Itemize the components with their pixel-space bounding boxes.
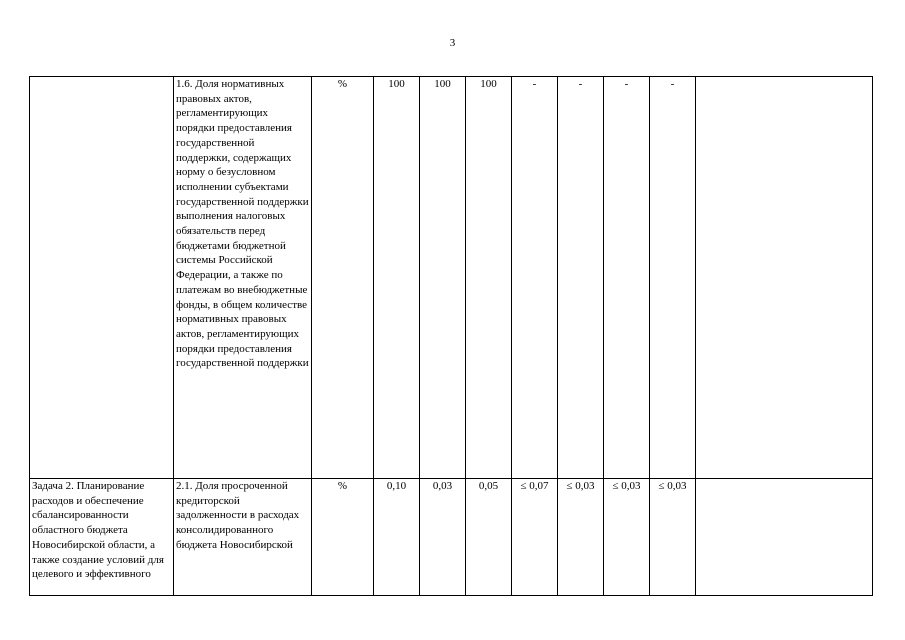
unit-cell: % bbox=[312, 77, 374, 479]
value-cell: 0,03 bbox=[420, 479, 466, 596]
task-cell bbox=[30, 77, 174, 479]
value-cell: - bbox=[604, 77, 650, 479]
page-number: 3 bbox=[449, 37, 456, 49]
indicator-cell: 2.1. Доля просроченной кредиторской задолженности в расходах консолидированного бюджета Новосибирской bbox=[174, 479, 312, 596]
value-cell: - bbox=[558, 77, 604, 479]
value-cell: 100 bbox=[420, 77, 466, 479]
value-cell: ≤ 0,03 bbox=[650, 479, 696, 596]
value-cell: 0,05 bbox=[466, 479, 512, 596]
unit-cell: % bbox=[312, 479, 374, 596]
value-cell: 100 bbox=[466, 77, 512, 479]
value-cell: ≤ 0,03 bbox=[604, 479, 650, 596]
value-cell: - bbox=[512, 77, 558, 479]
table-row bbox=[30, 479, 873, 596]
note-cell bbox=[696, 77, 873, 479]
value-cell: - bbox=[650, 77, 696, 479]
table-row bbox=[30, 77, 873, 479]
note-cell bbox=[696, 479, 873, 596]
value-cell: 0,10 bbox=[374, 479, 420, 596]
indicators-table bbox=[29, 76, 873, 596]
indicator-cell: 1.6. Доля нормативных правовых актов, регламентирующих порядки предоставления государственной поддержки, содержащих норму о безусловном исполнении субъектами государственной поддержки выполнения налоговых обязательств перед бюджетами бюджетной системы Российской Федерации, а также по платежам во внебюджетные фонды, в общем количестве нормативных правовых актов, регламентирующих порядки предоставления государственной поддержки bbox=[174, 77, 312, 479]
value-cell: ≤ 0,07 bbox=[512, 479, 558, 596]
task-cell: Задача 2. Планирование расходов и обеспечение сбалансированности областного бюджета Новосибирской области, а также создание условий для целевого и эффективного bbox=[30, 479, 174, 596]
value-cell: 100 bbox=[374, 77, 420, 479]
value-cell: ≤ 0,03 bbox=[558, 479, 604, 596]
